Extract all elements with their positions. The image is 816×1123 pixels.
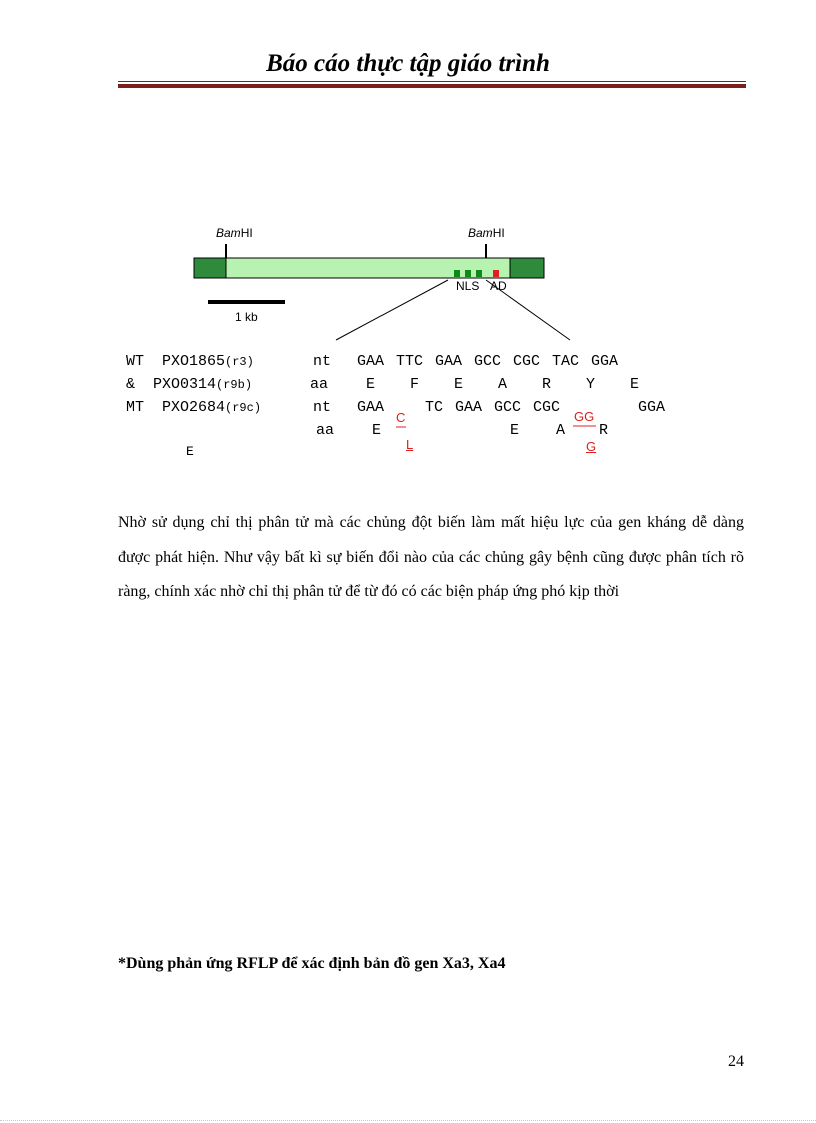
ad-mark [493,270,499,277]
bamhi-right-italic: Bam [468,226,493,240]
row4-a: A [556,422,566,439]
row4-r: R [599,422,609,439]
row3-strain [126,399,261,416]
row1-strain-name: WT PXO1865 [126,353,226,370]
row3-strain-name: MT PXO2684 [126,399,226,416]
row2-strain [126,376,252,393]
scale-bar [208,300,285,304]
row2-seq: E F E A R Y E [366,376,640,393]
row1-strain [126,353,254,370]
nls-mark-1 [454,270,460,277]
row3-seq-b: TC GAA GCC CGC [425,399,561,416]
nls-label: NLS [456,279,480,293]
body-paragraph: Nhờ sử dụng chỉ thị phân tử mà các chủng đột biến làm mất hiệu lực của gen kháng dễ dàng được phát hiện. Như vậy bất kì sự biến đổi nào của các chủng gây bệnh cũng được phân tích rõ ràng, chính xác nhờ chỉ thị phân tử để từ đó có các biện pháp ứng phó kịp thời [118,514,744,600]
stray-e: E [186,444,194,459]
row3-code: (r9c) [225,401,262,415]
bamhi-right-rest: HI [492,226,505,240]
l-change: L [406,437,414,452]
scale-label: 1 kb [235,310,258,324]
bamhi-left-rest: HI [240,226,253,240]
gene-map-svg [0,0,816,480]
row2-type: aa [310,376,329,393]
row1-type: nt [313,353,332,370]
page-header-title: Báo cáo thực tập giáo trình [266,50,550,77]
row4-e1: E [372,422,382,439]
gene-right-block [510,258,544,278]
nls-mark-2 [465,270,471,277]
c-insert: C [396,410,406,425]
page-bottom-border [0,1120,816,1121]
g-change: G [586,439,597,454]
nls-mark-3 [476,270,482,277]
row4-e2: E [510,422,520,439]
row2-code: (r9b) [216,378,253,392]
row3-seq-a: GAA [357,399,385,416]
gg-insert: GG [574,409,595,424]
page-number: 24 [728,1053,744,1070]
zoom-line-left [336,280,448,340]
ad-label: AD [490,279,507,293]
section-heading: *Dùng phản ứng RFLP để xác định bản đồ gen Xa3, Xa4 [118,955,506,972]
gene-left-block [194,258,226,278]
bamhi-left-italic: Bam [216,226,241,240]
row2-strain-name: & PXO0314 [126,376,217,393]
gene-diagram [0,0,816,480]
row3-type: nt [313,399,332,416]
row1-code: (r3) [225,355,254,369]
row1-seq: GAA TTC GAA GCC CGC TAC GGA [357,353,619,370]
row4-type: aa [316,422,335,439]
row3-seq-c: GGA [638,399,666,416]
